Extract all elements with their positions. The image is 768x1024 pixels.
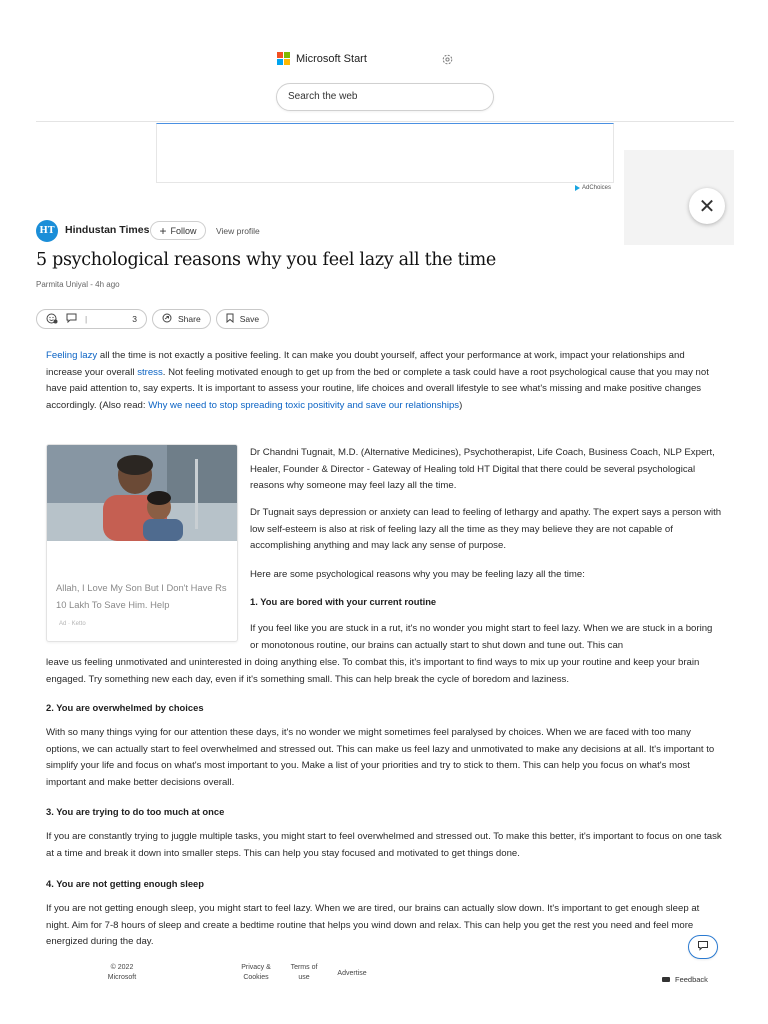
- share-icon: [162, 313, 172, 325]
- article-paragraph: If you are not getting enough sleep, you might start to feel lazy. When we are tired, our brains can actually slow down. It's important to get enough sleep at night. Aim for 7-8 hours of sleep and create a bedtime routine that helps you wind down and relax. This can help you get the rest you need and feel more energized during the day.: [46, 903, 700, 948]
- bookmark-icon: [226, 313, 234, 325]
- article-paragraph: With so many things vying for our attention these days, it's no wonder we might sometimes feel paralysed by choices. When we are faced with too many options, we can actually start to feel overwhelmed and stressed out. This can make us feel lazy and unmotivated to make any decisions at all. It's important to simplify your life and focus on what's most important to you. Make a list of your priorities and try to stick to them. This can help you focus on what's most important and make better decisions overall.: [46, 727, 715, 788]
- section-heading: 1. You are bored with your current routine: [250, 596, 437, 607]
- article-byline: Parmita Uniyal - 4h ago: [36, 280, 120, 289]
- publisher-name[interactable]: Hindustan Times: [65, 224, 150, 236]
- reactions-comments-button[interactable]: [36, 309, 147, 329]
- terms-of-use-link[interactable]: Terms of use: [290, 964, 318, 981]
- close-icon: ✕: [698, 195, 716, 218]
- comment-icon: [66, 313, 77, 325]
- article-paragraph: Dr Chandni Tugnait, M.D. (Alternative Medicines), Psychotherapist, Life Coach, Business Coach, NLP Expert, Healer, Founder & Director - Gateway of Healing told HT Digital that there could be several psychological reasons why someone may feel lazy all the time.: [250, 447, 715, 492]
- divider-bar: |: [85, 314, 88, 324]
- feedback-button[interactable]: Feedback: [662, 975, 708, 984]
- share-button[interactable]: Share: [152, 309, 211, 329]
- chat-icon: [697, 938, 709, 956]
- article-intro: Feeling lazy all the time is not exactly a positive feeling. It can make you doubt yourself, affect your performance at work, impact your relationships and increase your overall stress. Not feeling motivated enough to get up from the bed or complete a task could have a root psychological cause that you may not have paid attention to, say experts. It is important to assess your routine, life choices and overall lifestyle to see what's missing and make positive changes accordingly. (Also read: Why we need to stop spreading toxic positivity and save our relationships): [46, 350, 709, 411]
- sponsored-card-title: Allah, I Love My Son But I Don't Have Rs 10 Lakh To Save Him. Help: [56, 582, 227, 610]
- toxic-positivity-link[interactable]: Why we need to stop spreading toxic positivity and save our relationships: [148, 399, 460, 411]
- article-paragraph: If you are constantly trying to juggle multiple tasks, you might start to feel overwhelmed and stressed out. To make this better, it's important to focus on one task at a time and break it down into smaller steps. This can help you stay focused and motivated to get things done.: [46, 831, 722, 859]
- advertise-link[interactable]: Advertise: [337, 970, 367, 977]
- article-paragraph: leave us feeling unmotivated and uninterested in doing anything else. To combat this, it's important to find ways to mix up your routine and keep your brain engaged. Try something new each day, even if it's something small. This can help break the cycle of boredom and laziness.: [46, 657, 700, 685]
- plus-icon: +: [159, 223, 167, 238]
- sponsored-card[interactable]: [46, 444, 238, 642]
- feedback-icon: [662, 977, 670, 982]
- search-input[interactable]: Search the web: [276, 83, 494, 111]
- copyright: © 2022 Microsoft: [107, 964, 137, 981]
- article-title: 5 psychological reasons why you feel lazy all the time: [36, 250, 496, 270]
- brand-name: Microsoft Start: [296, 52, 367, 65]
- view-profile-link[interactable]: View profile: [216, 226, 260, 236]
- article-paragraph: Dr Tugnait says depression or anxiety can lead to feeling of lethargy and apathy. The expert says a person with low self-esteem is also at risk of feeling lazy all the time as they may believe they are not capable of accomplishing anything and may lack any sense of purpose.: [250, 507, 722, 552]
- close-button[interactable]: [689, 188, 725, 224]
- brand-logo-link[interactable]: [277, 52, 367, 65]
- article-paragraph: If you feel like you are stuck in a rut, it's no wonder you might start to feel lazy. When we are stuck in a boring or monotonous routine, our brains can actually start to shut down and tune out. This can: [250, 623, 713, 651]
- stress-link[interactable]: stress: [137, 366, 163, 378]
- article-actions: [36, 309, 269, 329]
- section-heading: 4. You are not getting enough sleep: [46, 878, 205, 889]
- follow-button[interactable]: + Follow: [150, 221, 206, 240]
- adchoices-link[interactable]: AdChoices: [575, 185, 611, 191]
- header-divider: [36, 121, 734, 122]
- comment-count: 3: [132, 314, 137, 324]
- chat-button[interactable]: [688, 935, 718, 959]
- article-paragraph: Here are some psychological reasons why you may be feeling lazy all the time:: [250, 569, 585, 580]
- sponsored-card-image: [47, 445, 238, 541]
- feeling-lazy-link[interactable]: Feeling lazy: [46, 350, 98, 361]
- adchoices-icon: [575, 185, 580, 191]
- banner-ad[interactable]: [156, 123, 614, 183]
- sponsored-card-label: Ad · Ketto: [59, 621, 86, 627]
- emoji-reaction-icon: [46, 313, 58, 326]
- save-button[interactable]: Save: [216, 309, 269, 329]
- section-heading: 2. You are overwhelmed by choices: [46, 702, 204, 713]
- publisher-logo[interactable]: HT: [36, 220, 58, 242]
- settings-gear-icon[interactable]: [441, 53, 454, 66]
- microsoft-logo-icon: [277, 52, 290, 65]
- section-heading: 3. You are trying to do too much at once: [46, 806, 225, 817]
- privacy-cookies-link[interactable]: Privacy & Cookies: [241, 964, 271, 981]
